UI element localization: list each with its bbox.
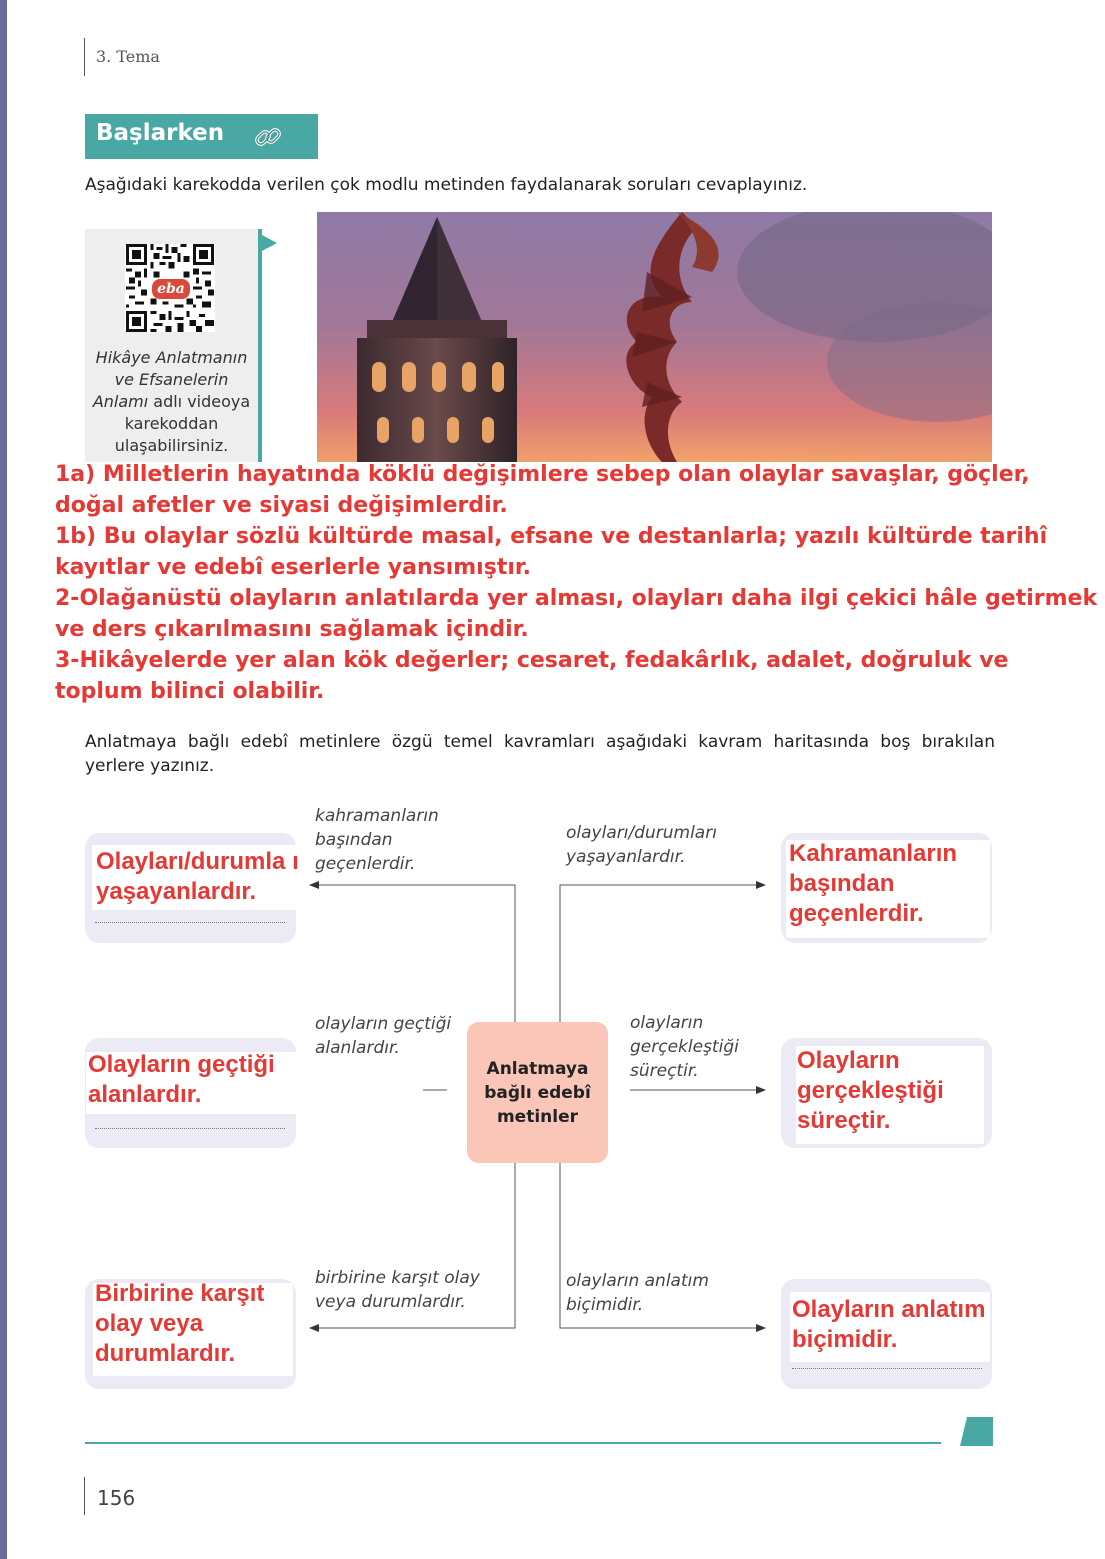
intro-text: Aşağıdaki karekodda verilen çok modlu metinden faydalanarak soruları cevaplayınız.: [85, 175, 808, 195]
map-answer-bottom-left: Birbirine karşıt olay veya durumlardır.: [95, 1280, 265, 1367]
answer-line: [95, 922, 285, 923]
answer-line: [95, 1128, 285, 1129]
footer-tab-icon: [960, 1417, 993, 1446]
eba-logo: eba: [152, 279, 190, 299]
theme-label: 3. Tema: [96, 47, 160, 66]
answer-1a: 1a) Milletlerin hayatında köklü değişimlere sebep olan olaylar savaşlar, göçler, doğal afetler ve siyasi değişimlerdir.: [55, 462, 1030, 518]
map-answer-top-right: Kahramanların başından geçenlerdir.: [789, 840, 958, 927]
page-number-divider: [84, 1477, 85, 1515]
answer-2: 2-Olağanüstü olayların anlatılarda yer alması, olayları daha ilgi çekici hâle getirmek ve ders çıkarılmasını sağlamak içindir.: [55, 586, 1098, 642]
qr-caption-rest: adlı videoya karekoddan ulaşabilirsiniz.: [114, 392, 251, 455]
hint-bottom-left: birbirine karşıt olay veya durumlardır.: [315, 1268, 480, 1312]
map-answer-mid-right: Olayların gerçekleştiği süreçtir.: [797, 1047, 944, 1134]
instruction-text: Anlatmaya bağlı edebî metinlere özgü temel kavramları aşağıdaki kavram haritasında boş bırakılan yerlere yazınız.: [85, 732, 995, 776]
hint-top-left: kahramanların başından geçenlerdir.: [315, 806, 439, 874]
answer-3: 3-Hikâyelerde yer alan kök değerler; cesaret, fedakârlık, adalet, doğruluk ve toplum bilinci olabilir.: [55, 648, 1009, 704]
qr-caption-title: Hikâye Anlatmanın ve Efsanelerin Anlamı: [92, 348, 248, 411]
hint-top-right: olayları/durumları yaşayanlardır.: [566, 823, 717, 867]
answer-1b: 1b) Bu olaylar sözlü kültürde masal, efsane ve destanlarla; yazılı kültürde tarihî kayıtlar ve edebî eserlerle yansımıştır.: [55, 524, 1048, 580]
concept-map-center-label: Anlatmaya bağlı edebî metinler: [484, 1058, 591, 1127]
hint-bottom-right: olayların anlatım biçimidir.: [566, 1271, 709, 1315]
map-answer-bottom-right: Olayların anlatım biçimidir.: [792, 1296, 986, 1353]
section-title: Başlarken: [96, 120, 225, 146]
answer-line: [792, 1368, 982, 1369]
hint-mid-left: olayların geçtiği alanlardır.: [315, 1014, 452, 1058]
concept-map-center: [467, 1022, 608, 1163]
page-number: 156: [97, 1486, 136, 1510]
map-answer-mid-left: Olayların geçtiği alanlardır.: [88, 1051, 275, 1108]
footer-rule: [85, 1442, 941, 1444]
hint-mid-right: olayların gerçekleştiği süreçtir.: [630, 1013, 739, 1081]
map-answer-top-left: Olayları/durumla ı yaşayanlardır.: [96, 848, 299, 905]
